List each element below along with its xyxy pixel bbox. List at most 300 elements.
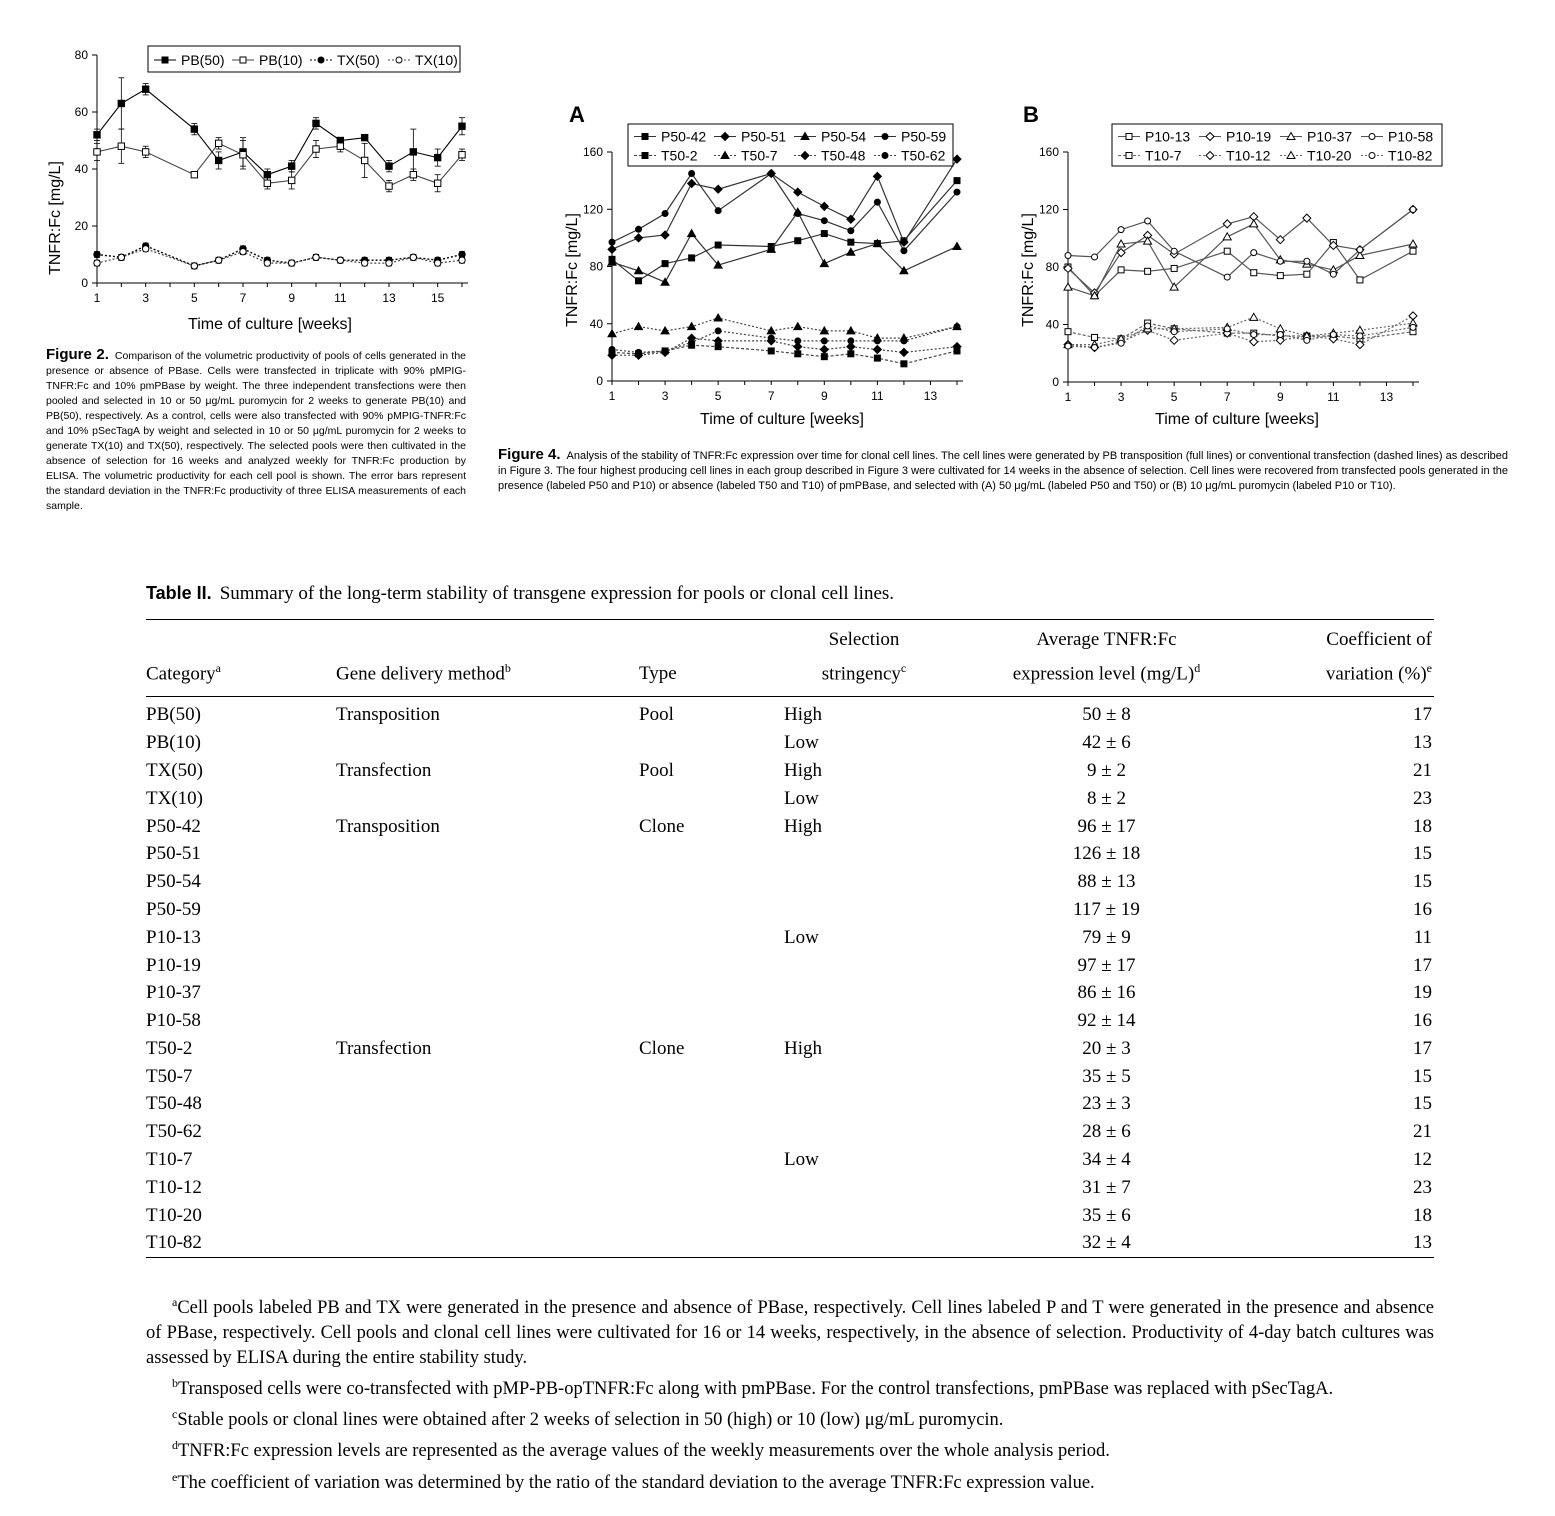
footnote-c: $^c$Stable pools or clonal lines were obtained after 2 weeks of selection in 50 (high) or 10 (low) μg/mL puromycin. [172,1407,1004,1431]
figure-4a-point-T50-62 [874,338,880,344]
figure-4a-point-P50-54 [953,242,961,249]
cell-gene-delivery [336,1063,639,1091]
cell-average: 23 ± 3 [1082,1093,1131,1115]
figure-4a-legend-label: P50-54 [821,128,867,145]
figure-4a-point-T50-7 [794,323,802,330]
figure-4b-point-P10-58 [1304,258,1310,264]
figure-4-caption-label: Figure 4. [498,446,561,463]
figure-2-series-line-PB(50) [97,89,462,175]
figure-4a-legend-marker [882,153,888,159]
figure-4a-point-P50-42 [821,231,827,237]
figure-4b-legend-label: P10-58 [1388,128,1434,145]
cell-cv: 19 [1413,982,1432,1004]
figure-4b-point-T10-12 [1250,338,1258,346]
figure-4b-point-P10-58 [1171,248,1177,254]
cell-gene-delivery [336,729,639,757]
figure-4b-legend-marker [1369,153,1375,159]
cell-category: P10-58 [146,1010,201,1032]
figure-2-point-TX(10) [264,260,270,266]
cell-gene-delivery [336,924,639,952]
figure-4a-x-tick-label: 11 [871,389,884,403]
figure-4b-legend-label: T10-20 [1307,147,1352,164]
cell-category: T50-48 [146,1093,202,1115]
cell-type [639,896,784,924]
figure-2-caption-label: Figure 2. [46,346,109,363]
figure-2-legend-label: PB(10) [259,52,303,68]
cell-average: 35 ± 6 [1082,1204,1131,1226]
cell-average: 97 ± 17 [1077,954,1136,976]
figure-2-point-PB(10) [410,172,416,178]
cell-type [639,1007,784,1035]
figure-4b-point-P10-13 [1304,271,1310,277]
figure-2-point-TX(10) [434,260,440,266]
figure-4a-point-P50-59 [901,248,907,254]
table-row [146,1035,1434,1063]
figure-2-point-PB(50) [459,123,465,129]
cell-average: 8 ± 2 [1087,787,1126,809]
figure-4a-point-P50-51 [847,215,855,223]
figure-2-point-PB(10) [434,180,440,186]
figure-2-point-TX(10) [142,246,148,252]
cell-category: T10-12 [146,1176,202,1198]
figure-4b-point-P10-13 [1118,267,1124,273]
figure-4b-point-P10-13 [1410,248,1416,254]
cell-gene-delivery: Transposition [336,815,440,837]
cell-category: P10-19 [146,954,201,976]
figure-4a-point-T50-2 [848,351,854,357]
figure-4b-point-P10-58 [1277,258,1283,264]
cell-cv: 11 [1413,926,1432,948]
figure-4b-point-T10-7 [1092,334,1098,340]
figure-4-chart [555,100,1455,430]
figure-4b-point-P10-37 [1250,220,1258,227]
cell-category: TX(10) [146,787,203,809]
cell-selection: Low [784,787,819,809]
figure-4a-x-tick-label: 5 [714,389,722,403]
figure-4a-x-tick-label: 9 [820,389,828,403]
figure-2-caption-text: Comparison of the volumetric productivity of pools of cells generated in the presence or absence of PBase. Cells were transfected in triplicate with 90% pMPIG-TNFR:Fc and 10% pmPBase by weight. The three independent transfections were then pooled and selected in 10 or 50 μg/mL puromycin for 2 weeks to generate PB(10) and PB(50), respectively. As a control, cells were also transfected with 90% pMPIG-TNFR:Fc and 10% pSecTagA by weight and selected in 10 or 50 μg/mL puromycin for 2 weeks to generate TX(10) and TX(50), respectively. The selected pools were then cultivated in the absence of selection for 16 weeks and analyzed weekly for TNFR:Fc production by ELISA. The volumetric productivity for each cell pool is shown. The error bars represent the standard deviation in the TNFR:Fc productivity of three ELISA measurements of each sample. [46,350,466,512]
figure-4a-point-T50-62 [609,347,615,353]
figure-4b-legend-marker [1126,153,1132,159]
figure-4a-point-T50-2 [768,348,774,354]
table-row [146,1090,1434,1118]
table-row [146,697,1434,729]
cell-gene-delivery [336,1202,639,1230]
cell-category: TX(50) [146,759,203,781]
figure-4-panel-b-letter: B [1023,102,1039,127]
table-footnotes [146,1290,1434,1496]
table-header-row [146,620,1434,697]
cell-cv: 23 [1413,1176,1432,1198]
cell-category: P50-59 [146,898,201,920]
figure-2-point-PB(50) [410,149,416,155]
cell-category: T50-62 [146,1121,202,1143]
figure-2-point-TX(10) [410,254,416,260]
cell-average: 117 ± 19 [1073,898,1140,920]
figure-4a-point-T50-2 [795,351,801,357]
cell-category: T50-7 [146,1065,193,1087]
cell-average: 9 ± 2 [1087,759,1126,781]
figure-2-point-TX(10) [337,257,343,263]
summary-table [146,619,1434,1258]
figure-2-point-TX(10) [313,254,319,260]
figure-2-legend-marker [318,57,324,63]
figure-4a-point-T50-2 [901,361,907,367]
cell-selection: High [784,1037,822,1059]
cell-selection [784,1202,944,1230]
figure-4a-point-T50-62 [715,328,721,334]
figure-2-point-TX(10) [240,248,246,254]
figure-4b-point-T10-82 [1251,332,1257,338]
figure-4a-point-T50-62 [848,338,854,344]
table-ii [146,583,1434,1258]
cell-average: 79 ± 9 [1082,926,1131,948]
figure-2-point-PB(10) [240,152,246,158]
cell-average: 35 ± 5 [1082,1065,1131,1087]
figure-4a-point-T50-62 [689,339,695,345]
cell-average: 96 ± 17 [1077,815,1136,837]
figure-4a-point-T50-62 [662,348,668,354]
cell-type: Pool [639,759,674,781]
cell-gene-delivery [336,952,639,980]
figure-2-y-tick-label: 40 [74,162,88,176]
figure-4b-series [1064,206,1417,352]
cell-cv: 13 [1413,1232,1432,1254]
table-row [146,840,1434,868]
cell-average: 126 ± 18 [1072,843,1141,865]
cell-type: Clone [639,815,685,837]
figure-2-point-TX(50) [94,251,100,257]
figure-4a-point-P50-42 [795,238,801,244]
cell-average: 50 ± 8 [1082,704,1131,726]
figure-4b-legend-label: P10-37 [1307,128,1353,145]
figure-2-point-TX(10) [94,260,100,266]
cell-average: 86 ± 16 [1077,982,1136,1004]
figure-4a-point-P50-51 [608,245,616,253]
figure-4a-legend-label: P50-59 [901,128,947,145]
cell-type: Pool [639,704,674,726]
figure-2-legend-label: PB(50) [181,52,225,68]
cell-gene-delivery: Transfection [336,1037,432,1059]
cell-gene-delivery [336,1229,639,1257]
figure-2-point-TX(10) [361,260,367,266]
figure-2-point-PB(50) [94,132,100,138]
footnote-b: $^b$Transposed cells were co-transfected with pMP-PB-opTNFR:Fc along with pmPBase. For the control transfections, pmPBase was replaced with pSecTagA. [172,1376,1334,1400]
figure-2-y-tick-label: 60 [74,105,88,119]
cell-selection: High [784,815,822,837]
figure-4a-legend-marker [642,134,648,140]
figure-2-point-PB(10) [288,177,294,183]
cell-category: T10-7 [146,1149,193,1171]
figure-4b-point-T10-82 [1357,333,1363,339]
cell-cv: 15 [1413,871,1432,893]
figure-4-caption-text: Analysis of the stability of TNFR:Fc expression over time for clonal cell lines. The cell lines were generated by PB transposition (full lines) or conventional transfection (dashed lines) as described in Figure 3. The four highest producing cell lines in each group described in Figure 3 were cultivated for 14 weeks in the absence of selection. Cell lines were recovered from transfected pools generated in the presence (labeled P50 and P10) or absence (labeled T50 and T10) of pmPBase, and selected with (A) 50 μg/mL (labeled P50 and T50) or (B) 10 μg/mL puromycin (labeled P10 or T10). [498,450,1508,492]
header-selection: Selection stringency$^c$ [821,629,907,685]
cell-gene-delivery: Transfection [336,759,432,781]
figure-4b-x-tick-label: 13 [1379,390,1394,404]
figure-4a-point-T50-62 [795,338,801,344]
cell-cv: 21 [1413,1121,1432,1143]
figure-4b-y-tick-label: 80 [1045,260,1059,274]
figure-2-point-PB(50) [264,172,270,178]
cell-category: P10-13 [146,926,201,948]
cell-selection [784,1229,944,1257]
cell-cv: 18 [1413,815,1432,837]
cell-gene-delivery [336,840,639,868]
figure-4a-point-T50-7 [608,330,616,337]
figure-4b-point-T10-82 [1145,323,1151,329]
table-row [146,979,1434,1007]
figure-2-point-PB(10) [118,143,124,149]
figure-4b-point-P10-58 [1118,227,1124,233]
figure-2-point-PB(10) [361,157,367,163]
figure-2-x-tick-label: 1 [93,291,101,305]
figure-2-y-tick-label: 20 [74,219,88,233]
cell-type [639,868,784,896]
table-row [146,1202,1434,1230]
cell-gene-delivery [336,896,639,924]
cell-category: PB(50) [146,704,201,726]
figure-4b-point-P10-58 [1357,247,1363,253]
figure-4b-legend-label: T10-12 [1226,147,1271,164]
cell-cv: 17 [1413,1037,1432,1059]
cell-selection: Low [784,1149,819,1171]
cell-average: 92 ± 14 [1077,1010,1136,1032]
figure-4a-series-line-T50-7 [612,318,957,338]
cell-gene-delivery: Transposition [336,704,440,726]
figure-2-point-PB(10) [142,149,148,155]
footnote-d: $^d$TNFR:Fc expression levels are represented as the average values of the weekly measurements over the whole analysis period. [172,1438,1110,1462]
cell-type [639,924,784,952]
cell-type [639,729,784,757]
cell-gene-delivery [336,1118,639,1146]
figure-2-point-PB(10) [191,172,197,178]
figure-4b-point-T10-20 [1250,313,1258,320]
cell-cv: 21 [1413,759,1432,781]
figure-4b-point-P10-13 [1224,248,1230,254]
table-title-text: Summary of the long-term stability of transgene expression for pools or clonal cell lines. [219,583,895,604]
figure-4b-x-tick-label: 7 [1223,390,1231,404]
figure-2-point-PB(50) [118,100,124,106]
cell-cv: 15 [1413,1093,1432,1115]
figure-4b-point-T10-82 [1092,345,1098,351]
cell-type [639,785,784,813]
figure-4a-legend [628,124,953,166]
cell-selection [784,1007,944,1035]
cell-cv: 16 [1413,1010,1432,1032]
figure-2-point-TX(10) [118,254,124,260]
cell-selection [784,1090,944,1118]
figure-2-x-tick-label: 11 [334,291,347,305]
figure-4a-point-P50-42 [715,242,721,248]
figure-4a-x-tick-label: 1 [608,389,616,403]
figure-4a-legend-label: P50-51 [741,128,787,145]
cell-average: 42 ± 6 [1082,732,1131,754]
figure-4a-point-P50-42 [954,178,960,184]
cell-selection: High [784,759,822,781]
figure-4a-point-P50-42 [662,261,668,267]
figure-2-point-PB(50) [386,163,392,169]
figure-4a-point-P50-42 [848,239,854,245]
figure-4b-point-T10-82 [1277,332,1283,338]
figure-4b-point-P10-58 [1330,271,1336,277]
cell-average: 88 ± 13 [1077,871,1136,893]
figure-4a-point-P50-51 [873,172,881,180]
cell-selection [784,979,944,1007]
table-row [146,1174,1434,1202]
cell-selection [784,896,944,924]
figure-4b-x-tick-label: 5 [1170,390,1178,404]
table-row [146,1007,1434,1035]
figure-4a-point-T50-48 [820,346,828,354]
cell-selection [784,1063,944,1091]
cell-category: PB(10) [146,732,201,754]
cell-cv: 12 [1413,1149,1432,1171]
cell-selection [784,868,944,896]
cell-type [639,979,784,1007]
figure-4b-point-T10-7 [1065,329,1071,335]
cell-type [639,1118,784,1146]
figure-4b-x-tick-label: 1 [1064,390,1072,404]
table-row [146,1063,1434,1091]
table-row [146,1229,1434,1257]
figure-2-legend-label: TX(10) [415,52,458,68]
figure-4b-ylabel: TNFR:Fc [mg/L] [1020,213,1037,327]
figure-2-series-line-PB(10) [97,143,462,186]
figure-2-point-PB(50) [434,154,440,160]
figure-4a-point-P50-59 [768,170,774,176]
figure-4a-point-P50-54 [688,230,696,237]
cell-average: 34 ± 4 [1082,1149,1131,1171]
figure-2-x-tick-label: 7 [239,291,247,305]
figure-4b-point-T10-82 [1065,343,1071,349]
figure-4b-point-P10-37 [1144,237,1152,244]
cell-category: P10-37 [146,982,201,1004]
figure-4a-legend-marker [642,153,648,159]
figure-4a-point-T50-48 [900,348,908,356]
figure-4a-point-P50-59 [689,170,695,176]
cell-cv: 16 [1413,898,1432,920]
figure-4a-point-T50-2 [874,355,880,361]
table-row [146,924,1434,952]
figure-4a-point-T50-62 [954,324,960,330]
figure-2-point-PB(10) [313,146,319,152]
figure-4b-point-P10-13 [1145,268,1151,274]
figure-4b-legend-label: P10-13 [1145,128,1191,145]
figure-4b-legend-marker [1369,134,1375,140]
table-row [146,813,1434,841]
figure-4a-y-tick-label: 120 [582,202,603,217]
figure-4a-point-P50-59 [636,226,642,232]
cell-selection: Low [784,926,819,948]
figure-4b-point-T10-82 [1224,326,1230,332]
table-row [146,1146,1434,1174]
cell-cv: 17 [1413,954,1432,976]
figure-2-point-PB(50) [313,120,319,126]
figure-2-x-tick-label: 5 [190,291,198,305]
figure-4a-point-P50-59 [715,208,721,214]
cell-cv: 23 [1413,787,1432,809]
figure-2-y-tick-label: 80 [74,48,88,62]
cell-type [639,952,784,980]
figure-2-legend-marker [240,57,246,63]
table-row [146,868,1434,896]
figure-4a-point-T50-62 [821,338,827,344]
figure-4a-y-tick-label: 80 [589,259,603,274]
figure-2-x-tick-label: 9 [288,291,296,305]
figure-4a-point-T50-62 [901,338,907,344]
figure-2-legend [148,46,460,72]
cell-category: T10-20 [146,1204,202,1226]
cell-gene-delivery [336,1174,639,1202]
cell-category: P50-51 [146,843,201,865]
figure-4a-point-P50-54 [820,260,828,267]
figure-4a-point-P50-54 [661,278,669,285]
figure-4a-point-P50-51 [661,231,669,239]
figure-4a-xlabel: Time of culture [weeks] [700,411,864,428]
figure-4b-point-P10-37 [1409,240,1417,247]
figure-4a-point-T50-7 [714,314,722,321]
table-row [146,785,1434,813]
cell-cv: 18 [1413,1204,1432,1226]
figure-4b-legend-label: T10-82 [1388,147,1433,164]
figure-4a-point-P50-51 [820,202,828,210]
figure-4b-point-P10-58 [1251,250,1257,256]
figure-4b-point-T10-20 [1276,325,1284,332]
cell-selection [784,952,944,980]
figure-4b-point-P10-13 [1357,277,1363,283]
figure-4b-point-P10-58 [1224,274,1230,280]
figure-4a-point-P50-51 [953,155,961,163]
figure-4a-legend-marker [882,134,888,140]
figure-2-point-TX(10) [386,260,392,266]
table-row [146,952,1434,980]
cell-type [639,1146,784,1174]
figure-2-point-PB(10) [264,180,270,186]
cell-average: 20 ± 3 [1082,1037,1131,1059]
figure-2-legend-label: TX(50) [337,52,380,68]
figure-4a-point-P50-42 [636,278,642,284]
figure-4b-x-tick-label: 3 [1117,390,1125,404]
figure-2-point-PB(10) [94,149,100,155]
figure-4a-point-P50-59 [821,218,827,224]
figure-4a-point-P50-51 [794,188,802,196]
figure-2-point-TX(10) [459,257,465,263]
figure-4a-legend-label: T50-7 [741,147,778,164]
figure-2-point-TX(10) [288,260,294,266]
figure-4b-point-P10-58 [1145,218,1151,224]
cell-type [639,1090,784,1118]
footnote-a: $^a$Cell pools labeled PB and TX were generated in the presence and absence of PBase, respectively. Cell lines labeled P and T were generated in the presence and absence of PBase, respectively. Cell pools and clonal cell lines were cultivated for 16 or 14 weeks, respectively, in the absence of selection. Productivity of 4-day batch cultures was assessed by ELISA during the entire stability study. [146,1295,1434,1369]
figure-4a-point-T50-48 [873,346,881,354]
figure-2-chart [40,40,470,340]
figure-4a-point-P50-51 [635,234,643,242]
figure-4b-point-T10-12 [1170,336,1178,344]
figure-4a-point-P50-51 [688,179,696,187]
figure-2-ylabel: TNFR:Fc [mg/L] [47,161,64,275]
figure-2-series [94,78,465,269]
cell-type [639,1174,784,1202]
figure-2-x-tick-label: 13 [382,291,396,305]
table-row [146,896,1434,924]
cell-category: P50-54 [146,871,201,893]
figure-2-x-tick-label: 15 [430,291,445,305]
figure-4a-y-tick-label: 160 [582,145,603,159]
figure-4a-legend-label: P50-42 [661,128,707,145]
figure-4a-point-T50-2 [821,354,827,360]
header-cv: Coefficient of variation (%)$^e$ [1325,629,1432,685]
figure-4a-legend-label: T50-2 [661,147,698,164]
